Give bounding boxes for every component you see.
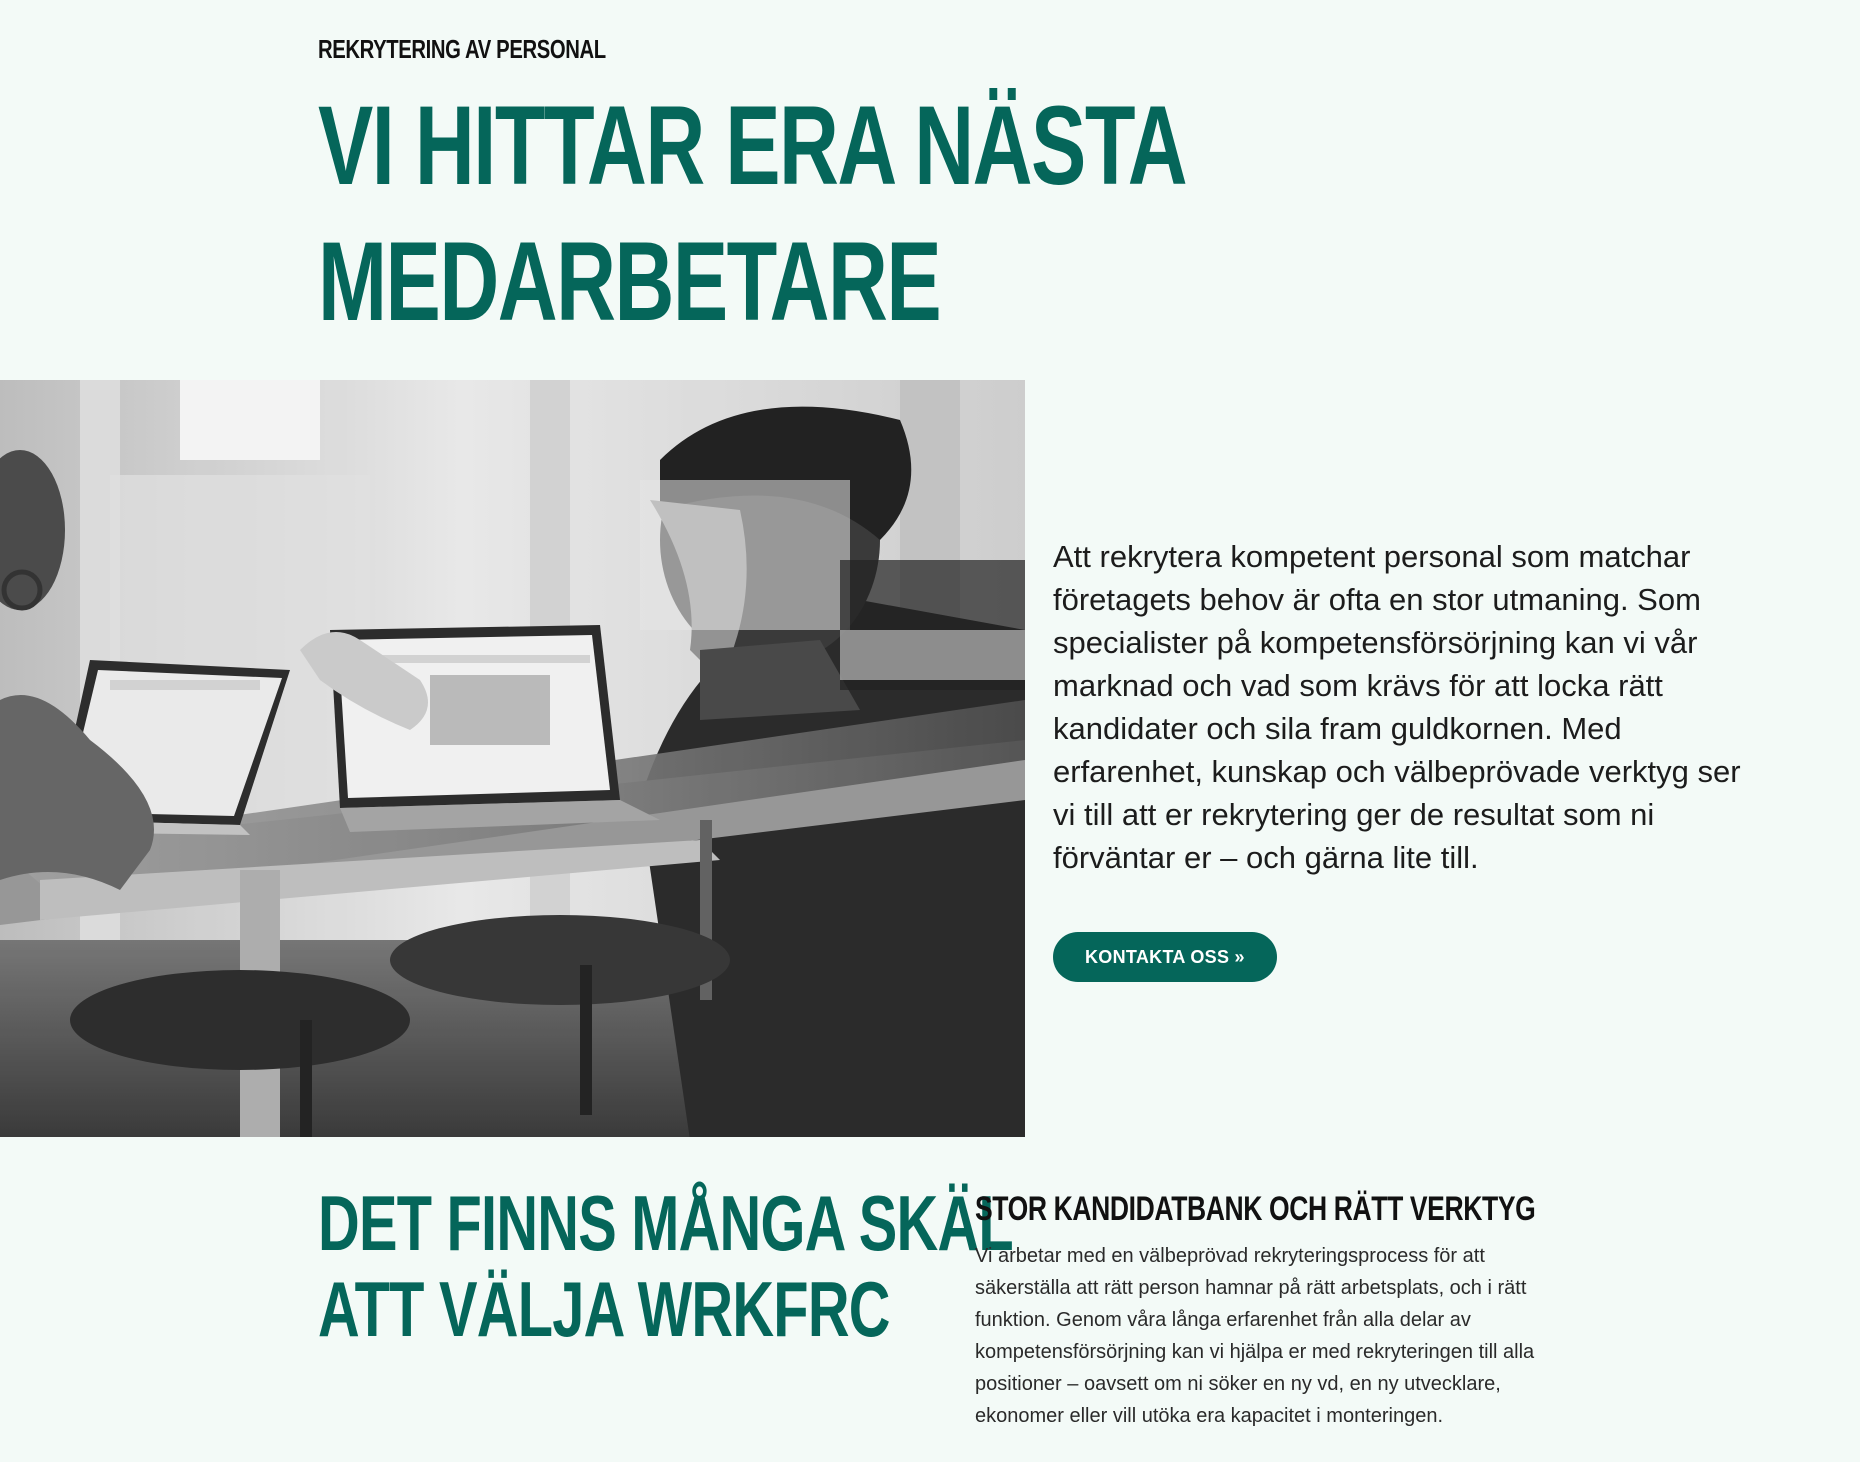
contact-us-button[interactable]: KONTAKTA OSS » (1053, 932, 1277, 982)
intro-paragraph: Att rekrytera kompetent personal som matchar företagets behov är ofta en stor utmaning. Som specialister på kompetensförsörjning kan vi vår marknad och vad som krävs för att locka rätt kandidater och sila fram guldkornen. Med erfarenhet, kunskap och välbeprövade verktyg ser vi till att er rekrytering ger de resultat som ni förväntar er – och gärna lite till. (1053, 539, 1741, 875)
feature-description: Vi arbetar med en välbeprövad rekryteringsprocess för att säkerställa att rätt person hamnar på rätt arbetsplats, och i rätt funktion. Genom våra långa erfarenhet från alla delar av kompetensförsörjning kan vi hjälpa er med rekryteringen till alla positioner – oavsett om ni söker en ny vd, en ny utvecklare, ekonomer eller vill utöka era kapacitet i monteringen. (975, 1245, 1535, 1427)
eyebrow-label: REKRYTERING AV PERSONAL (318, 34, 606, 64)
reasons-title (318, 1180, 1013, 1352)
hero-title-line-2: MEDARBETARE (318, 219, 941, 344)
hero-title (318, 78, 1187, 350)
feature-title: STOR KANDIDATBANK OCH RÄTT VERKTYG (975, 1190, 1536, 1228)
reasons-title-line-1: DET FINNS MÅNGA SKÄL (318, 1179, 1013, 1267)
office-meeting-photo (0, 380, 1025, 1137)
reasons-title-line-2: ATT VÄLJA WRKFRC (318, 1265, 890, 1353)
hero-title-line-1: VI HITTAR ERA NÄSTA (318, 83, 1187, 208)
